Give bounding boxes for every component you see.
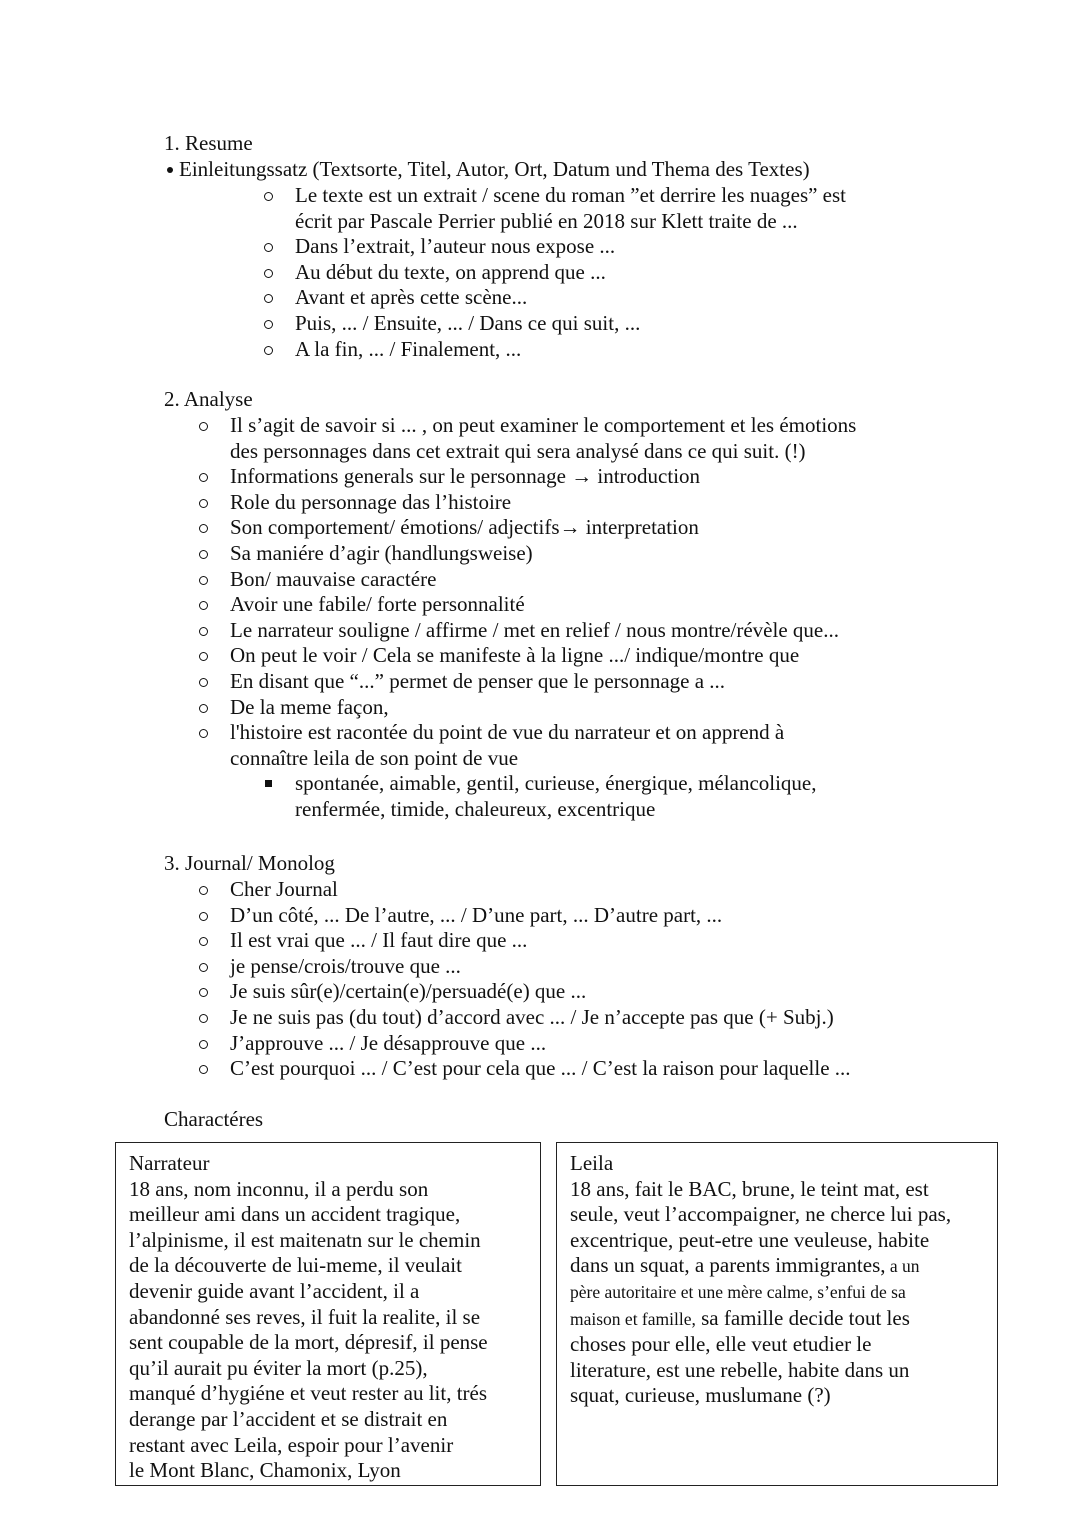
list-item-text: des personnages dans cet extrait qui sera analysé dans ce qui suit. (!): [230, 438, 806, 463]
circle-bullet-icon: [199, 1065, 208, 1074]
list-item-text: Le texte est un extrait / scene du roman ”et derrire les nuages” est: [295, 183, 847, 207]
circle-bullet-icon: [199, 473, 208, 482]
circle-bullet-icon: [199, 652, 208, 661]
bullet-icon: [167, 167, 173, 173]
leila-line: dans un squat, a parents immigrantes, a un: [570, 1253, 920, 1278]
section-resume-heading: 1. Resume: [164, 131, 253, 155]
narrateur-line: de la découverte de lui-meme, il veulait: [129, 1253, 462, 1278]
circle-bullet-icon: [199, 422, 208, 431]
circle-bullet-icon: [264, 269, 273, 278]
circle-bullet-icon: [199, 627, 208, 636]
circle-bullet-icon: [264, 320, 273, 329]
list-item-text: D’un côté, ... De l’autre, ... / D’une part, ... D’autre part, ...: [230, 902, 723, 927]
leila-line: père autoritaire et une mère calme, s’enfui de sa: [570, 1281, 906, 1302]
intro-sentence: Einleitungssatz (Textsorte, Titel, Autor, Ort, Datum und Thema des Textes): [179, 157, 810, 181]
list-item-text: Le narrateur souligne / affirme / met en relief / nous montre/révèle que...: [230, 617, 839, 642]
list-item-text: l'histoire est racontée du point de vue du narrateur et on apprend à: [230, 720, 785, 745]
list-item-text: Bon/ mauvaise caractére: [230, 566, 437, 591]
list-item-text: De la meme façon,: [230, 694, 389, 719]
leila-line: squat, curieuse, muslumane (?): [570, 1383, 831, 1408]
circle-bullet-icon: [199, 963, 208, 972]
list-item-text: J’approuve ... / Je désapprouve que ...: [230, 1030, 547, 1055]
section-journal-heading: 3. Journal/ Monolog: [164, 851, 335, 875]
list-item-text: Puis, ... / Ensuite, ... / Dans ce qui suit, ...: [295, 311, 641, 335]
list-item-text: A la fin, ... / Finalement, ...: [295, 336, 522, 361]
list-item-text: je pense/crois/trouve que ...: [230, 953, 461, 978]
narrateur-line: meilleur ami dans un accident tragique,: [129, 1202, 461, 1227]
narrateur-line: 18 ans, nom inconnu, il a perdu son: [129, 1176, 429, 1201]
narrateur-line: l’alpinisme, il est maitenatn sur le chemin: [129, 1227, 481, 1252]
list-item-text: Avant et après cette scène...: [295, 285, 528, 310]
narrateur-line: sent coupable de la mort, dépresif, il pense: [129, 1330, 488, 1355]
leila-line: 18 ans, fait le BAC, brune, le teint mat, est: [570, 1176, 929, 1201]
circle-bullet-icon: [199, 729, 208, 738]
circle-bullet-icon: [199, 1040, 208, 1049]
list-item-text: C’est pourquoi ... / C’est pour cela que ... / C’est la raison pour laquelle ...: [230, 1056, 851, 1081]
list-item-text: Dans l’extrait, l’auteur nous expose ...: [295, 234, 616, 259]
circle-bullet-icon: [264, 243, 273, 252]
list-item-text: Cher Journal: [230, 877, 338, 901]
circle-bullet-icon: [199, 601, 208, 610]
list-item-text: On peut le voir / Cela se manifeste à la ligne .../ indique/montre que: [230, 643, 800, 668]
square-bullet-icon: [265, 780, 272, 787]
circle-bullet-icon: [264, 192, 273, 201]
narrateur-title: Narrateur: [129, 1151, 210, 1175]
narrateur-line: derange par l’accident et se distrait en: [129, 1406, 448, 1431]
narrateur-line: devenir guide avant l’accident, il a: [129, 1278, 420, 1303]
narrateur-line: restant avec Leila, espoir pour l’avenir: [129, 1432, 454, 1457]
circle-bullet-icon: [199, 499, 208, 508]
circle-bullet-icon: [199, 937, 208, 946]
circle-bullet-icon: [199, 912, 208, 921]
circle-bullet-icon: [199, 678, 208, 687]
list-item-text: En disant que “...” permet de penser que le personnage a ...: [230, 669, 726, 693]
circle-bullet-icon: [199, 576, 208, 585]
leila-line: literature, est une rebelle, habite dans un: [570, 1357, 910, 1382]
list-item-text: Sa maniére d’agir (handlungsweise): [230, 541, 533, 565]
leila-box: [556, 1142, 998, 1486]
leila-line: maison et famille, sa famille decide tout les: [570, 1305, 910, 1330]
list-item-text: Informations generals sur le personnage → introduction: [230, 464, 701, 489]
characters-heading: Charactéres: [164, 1107, 264, 1131]
circle-bullet-icon: [199, 524, 208, 533]
circle-bullet-icon: [264, 294, 273, 303]
section-analyse-heading: 2. Analyse: [164, 387, 253, 411]
list-item-text: Son comportement/ émotions/ adjectifs→ interpretation: [230, 515, 699, 540]
narrateur-line: abandonné ses reves, il fuit la realite, il se: [129, 1304, 481, 1329]
leila-title: Leila: [570, 1151, 614, 1175]
list-item-text: Je ne suis pas (du tout) d’accord avec ... / Je n’accepte pas que (+ Subj.): [230, 1005, 834, 1029]
circle-bullet-icon: [199, 1014, 208, 1023]
list-item-text: Avoir une fabile/ forte personnalité: [230, 592, 525, 617]
list-item-text: spontanée, aimable, gentil, curieuse, énergique, mélancolique,: [295, 771, 817, 796]
circle-bullet-icon: [264, 346, 273, 355]
narrateur-box: [115, 1142, 541, 1486]
circle-bullet-icon: [199, 988, 208, 997]
narrateur-line: qu’il aurait pu éviter la mort (p.25),: [129, 1355, 428, 1380]
list-item-text: Il est vrai que ... / Il faut dire que ...: [230, 928, 528, 953]
leila-line: choses pour elle, elle veut etudier le: [570, 1332, 872, 1357]
circle-bullet-icon: [199, 550, 208, 559]
list-item-text: Au début du texte, on apprend que ...: [295, 259, 606, 284]
list-item-text: Role du personnage das l’histoire: [230, 489, 512, 514]
narrateur-line: manqué d’hygiéne et veut rester au lit, trés: [129, 1381, 488, 1406]
circle-bullet-icon: [199, 886, 208, 895]
circle-bullet-icon: [199, 704, 208, 713]
list-item-text: connaître leila de son point de vue: [230, 745, 519, 770]
leila-line: excentrique, peut-etre une veuleuse, habite: [570, 1227, 930, 1252]
narrateur-line: le Mont Blanc, Chamonix, Lyon: [129, 1458, 401, 1483]
list-item-text: écrit par Pascale Perrier publié en 2018 sur Klett traite de ...: [295, 208, 798, 233]
leila-line: seule, veut l’accompaigner, ne cherce lui pas,: [570, 1202, 952, 1227]
list-item-text: renfermée, timide, chaleureux, excentrique: [295, 797, 656, 821]
list-item-text: Je suis sûr(e)/certain(e)/persuadé(e) que ...: [230, 979, 587, 1004]
list-item-text: Il s’agit de savoir si ... , on peut examiner le comportement et les émotions: [230, 413, 857, 437]
